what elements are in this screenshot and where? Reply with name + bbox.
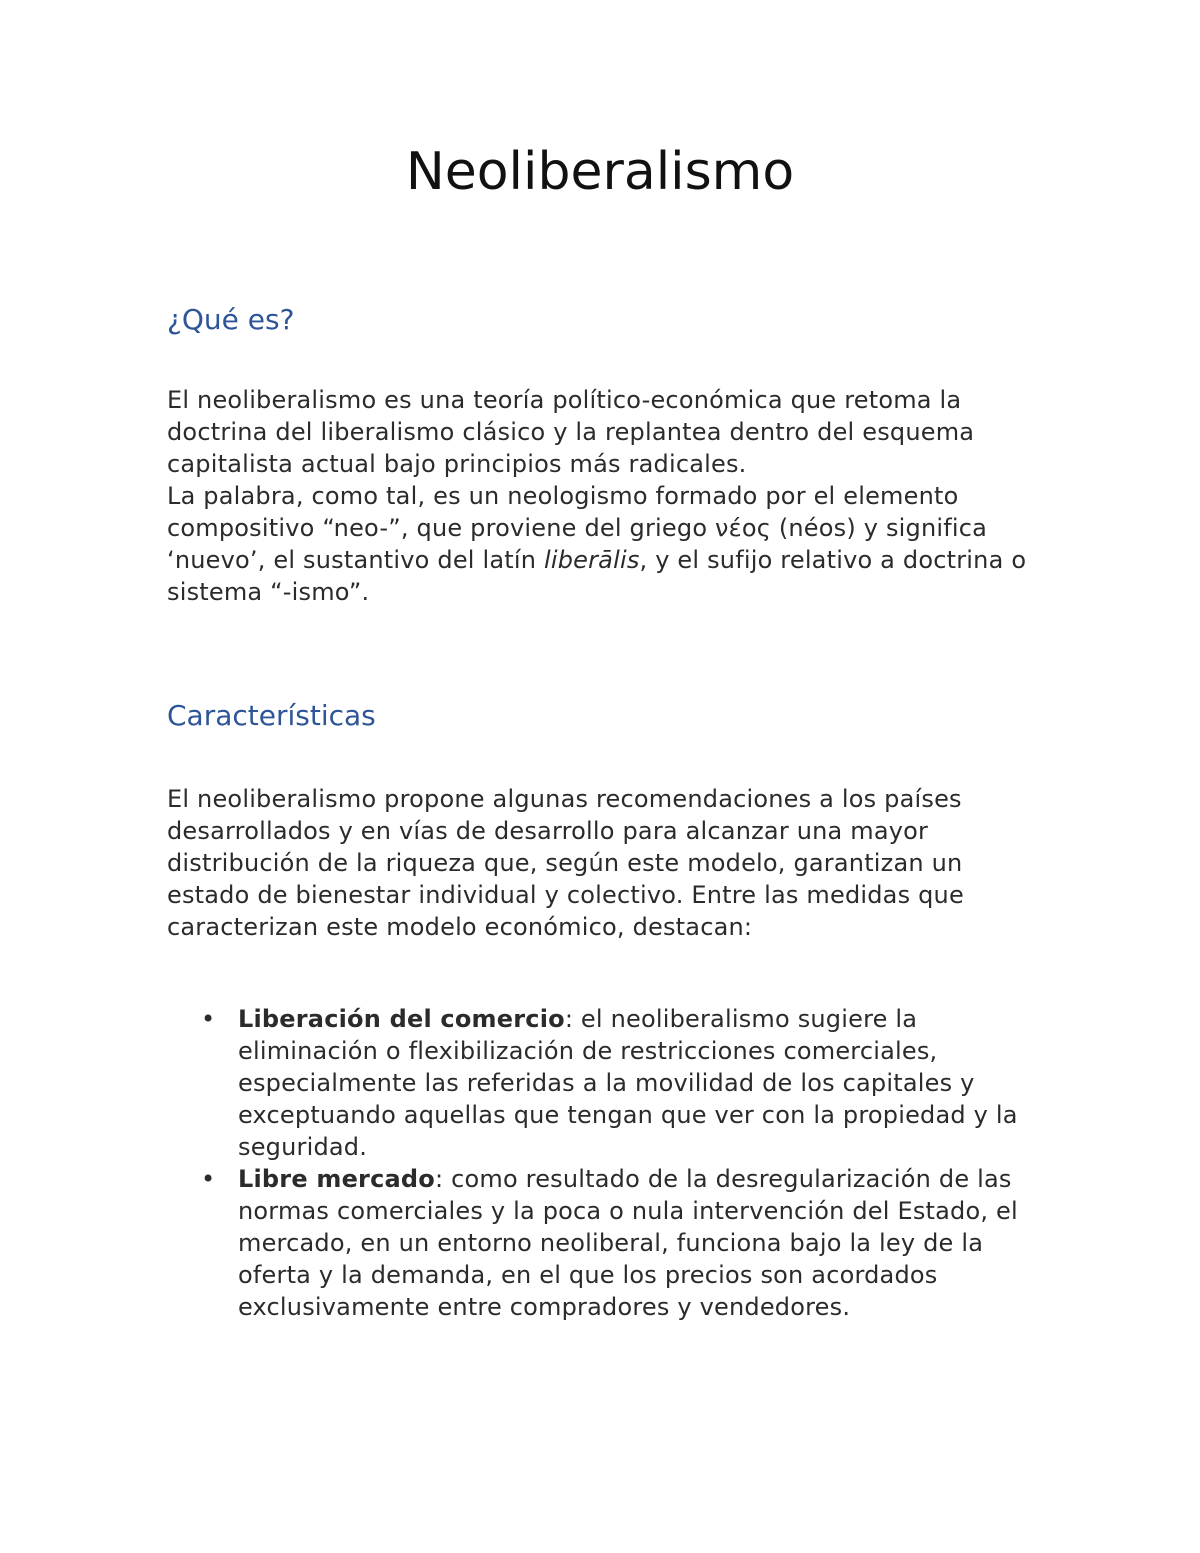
list-item <box>167 1163 1047 1323</box>
bullet-icon: • <box>201 1165 216 1193</box>
document-title: Neoliberalismo <box>405 142 795 202</box>
paragraph-definition: El neoliberalismo es una teoría político-económica que retoma la doctrina del liberalismo clásico y la replantea dentro del esquema capitalista actual bajo principios más radicales. <box>167 386 975 478</box>
section-heading-que-es: ¿Qué es? <box>167 303 295 336</box>
list-item-term: Libre mercado <box>238 1165 435 1193</box>
latin-term: liberālis <box>543 546 640 574</box>
etymology-text-start: La palabra, como tal, es un neologismo formado por el elemento compositivo “neo-”, que proviene del griego νέος (néos) y significa ‘nuevo’, el sustantivo del latín <box>167 482 988 574</box>
list-item-text: : el neoliberalismo sugiere la eliminación o flexibilización de restricciones comerciales, especialmente las referidas a la movilidad de los capitales y exceptuando aquellas que tengan que ver con la propiedad y la seguridad. <box>238 1005 1018 1161</box>
section-heading-caracteristicas: Características <box>167 699 376 732</box>
measures-list <box>167 1003 1047 1323</box>
list-item-term: Liberación del comercio <box>238 1005 565 1033</box>
etymology-text-end: , y el sufijo relativo a doctrina o sistema “-ismo”. <box>167 546 1027 606</box>
list-item-text: : como resultado de la desregularización de las normas comerciales y la poca o nula intervención del Estado, el mercado, en un entorno neoliberal, funciona bajo la ley de la oferta y la demanda, en el que los precios son acordados exclusivamente entre compradores y vendedores. <box>238 1165 1018 1321</box>
bullet-icon: • <box>201 1005 216 1033</box>
list-item <box>167 1003 1047 1163</box>
paragraph-etymology <box>167 480 1047 608</box>
paragraph-characteristics: El neoliberalismo propone algunas recomendaciones a los países desarrollados y en vías de desarrollo para alcanzar una mayor distribución de la riqueza que, según este modelo, garantizan un estado de bienestar individual y colectivo. Entre las medidas que caracterizan este modelo económico, destacan: <box>167 785 964 941</box>
